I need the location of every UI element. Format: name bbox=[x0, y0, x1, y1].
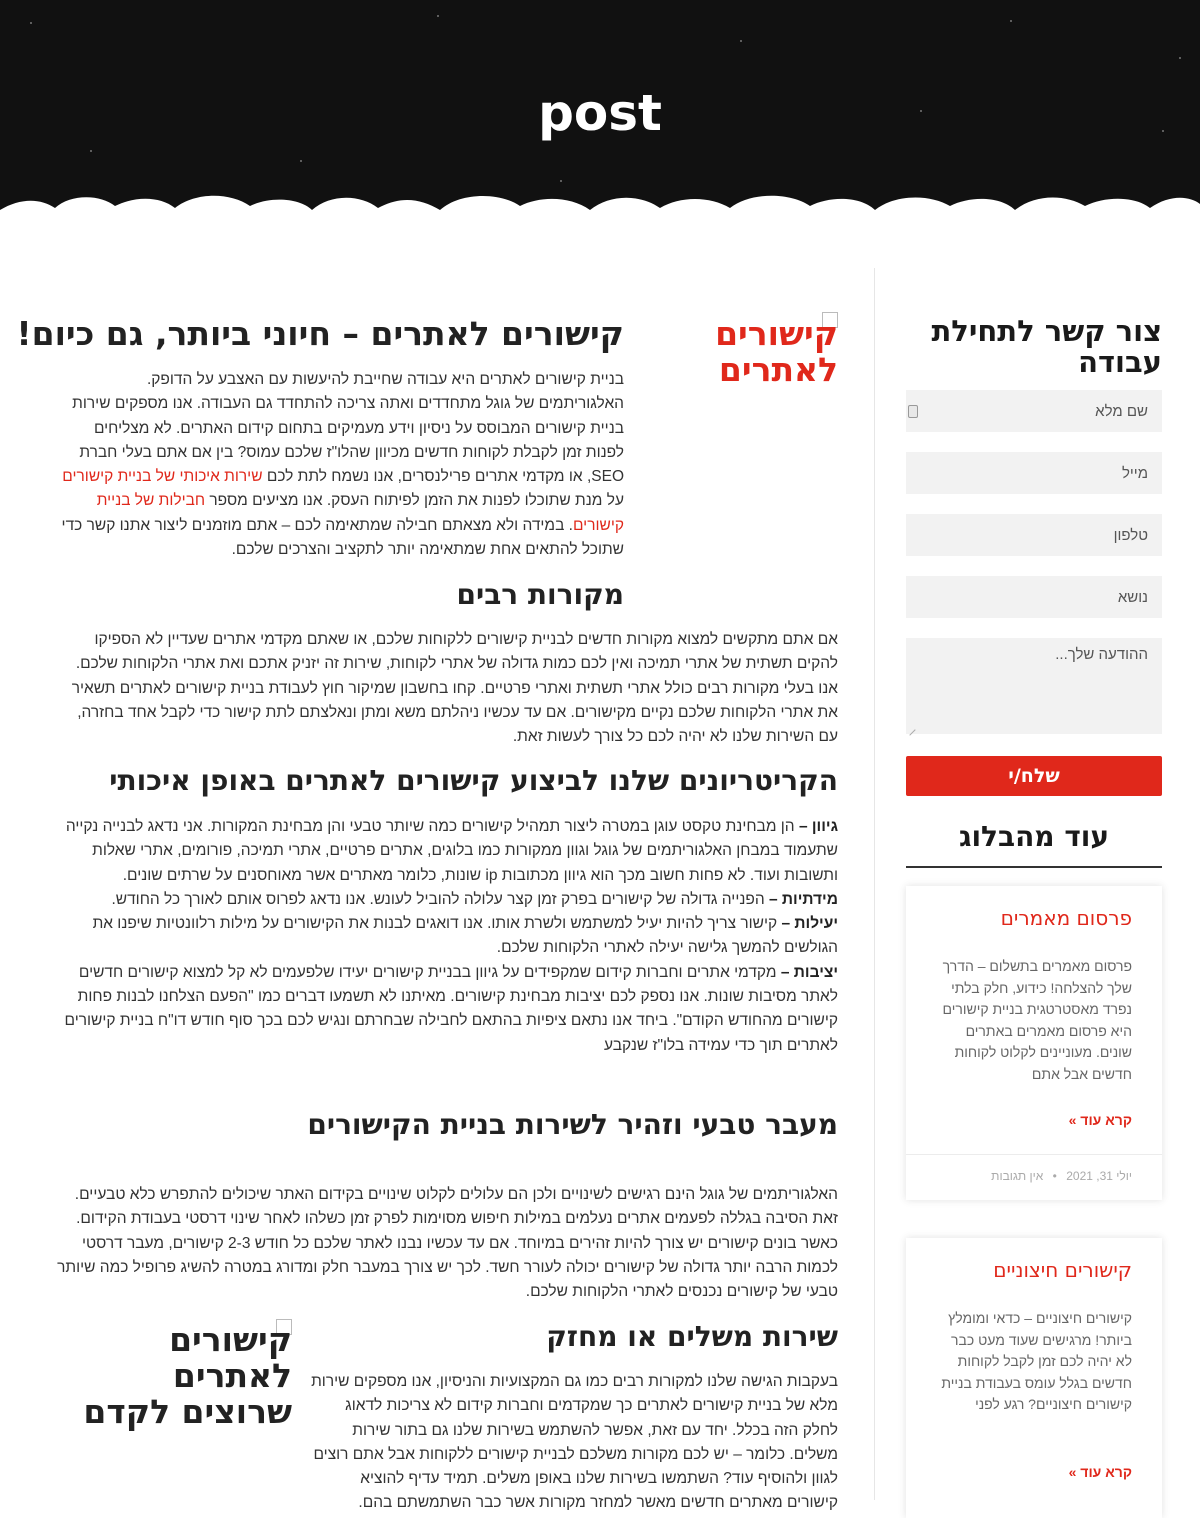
intro-text-b: על מנת שתוכלו לפנות את הזמן לפיתוח העסק. אנו מציעים מספר bbox=[205, 492, 624, 510]
page-header bbox=[0, 0, 1200, 230]
transition-paragraph: האלגוריתמים של גוגל הינם רגישים לשינויים ולכן הם עלולים לקלוט שינויים בקידום האתר שיכולים להתפרש כלא טבעיים. זאת הסיבה בגללה לפעמים אתרים נעלמים במילות חיפוש מסוימות לפרק זמן כשלהו לאחר שינוי דרסטי בעבודת הקידום. כאשר בונים קישורים יש צורך להיות זהירים במיוחד. אם עד עכשיו נבנו לאתר שלכם כל חודש 2-3 קישורים, מעבר דרסטי לכמות הרבה יותר גדולה של קישורים יכולה לעורר חשד. לכך יש צורך במעבר חלק ומדורג במטרה להשיג פרופיל כמה שיותר טבעי של קישורים נכנסים לאתרי הלקוחות שלכם. bbox=[57, 1186, 838, 1301]
criteria-label: גיוון – bbox=[798, 818, 838, 835]
side-heading: קישורים לאתרים bbox=[715, 314, 838, 389]
section-heading: הקריטריונים שלנו לביצוע קישורים לאתרים באופן איכותי bbox=[109, 764, 838, 797]
send-button[interactable]: שלח/י bbox=[906, 756, 1162, 796]
intro-text-c: . במידה ולא מצאתם חבילה שמתאימה לכם – אתם מוזמנים ליצור אתנו קשר כדי שתוכל להתאים אחת שמתאימה יותר לתקציב והצרכים שלכם. bbox=[61, 516, 624, 559]
card-divider bbox=[906, 1154, 1162, 1155]
blog-card-title[interactable]: פרסום מאמרים bbox=[1000, 906, 1132, 930]
criteria-label: יעילות – bbox=[781, 915, 838, 933]
packages-link[interactable]: חבילות של בניית קישורים bbox=[96, 492, 624, 534]
blog-card-title[interactable]: קישורים חיצוניים bbox=[993, 1258, 1132, 1282]
section-heading: שירות משלים או מחזק bbox=[546, 1320, 838, 1353]
post-date: יולי 31, 2021 bbox=[1066, 1169, 1132, 1183]
read-more-link[interactable]: קרא עוד » bbox=[1068, 1464, 1132, 1480]
service-paragraph: בעקבות הגישה שלנו למקורות רבים כמו גם המקצועיות והניסיון, אנו מספקים שירות מלא של בניית קישורים לאתרים כך שמקדמים וחברות קידום לא צריכות לדאוג לחלק הזה בכלל. יחד עם זאת, אפשר להשתמש בשירות שלנו גם בתור שירות משלים. כלומר – יש לכם מקורות משלכם לבניית קישורים ללקוחות אבל אתם רוצים לגוון ולהוסיף עוד? השתמשו בשירות שלנו באופן משלים. תמיד עדיף להוציא קישורים מאתרים חדשים מאשר למחזר מקורות אשר כבר השתמשתם בהם. bbox=[311, 1373, 838, 1512]
email-field[interactable] bbox=[906, 452, 1162, 494]
criteria-text: מקדמי אתרים וחברות קידום שמקפידים על גיוון בבניית קישורים יעידו שלפעמים לא קל למצוא קישורים חדשים לאתר מסיבות שונות. אנו נספק לכם יציבות מבחינת קישורים. מאיתנו לא תשמעו דברים כמו "הפעם הצלחנו לבנות פחות קישורים מהחודש הקודם". ביחד אנו נתאם ציפיות בהתאם לחבילה שבחרתם ונגיש לכם בכך סוף חודש דו"ח בניית קישורים לאתרים תוך כדי עמידה בלו"ז שנקבע bbox=[64, 963, 838, 1054]
criteria-label: מידתיות – bbox=[768, 890, 838, 908]
blog-section-title: עוד מהבלוג bbox=[958, 820, 1110, 853]
criteria-text: הן מבחינת טקסט עוגן במטרה ליצור תמהיל קישורים כמה שיותר טבעי והן מבחינת המקורות. אני נדאג לבנייה נקייה שתעמוד במבחן האלגוריתמים של גוגל וגוון ממקורות כמו בלוגים, אתרים פרטיים, אתרי תמיכה, פורומים, אתרי שאלות ותשובות ועוד. לא פחות חשוב מכך הוא גיוון מכתובות ip שונות, כלומר מאתרים אשר מאוחסנים על שרתים שונים. bbox=[65, 818, 838, 884]
read-more-link[interactable]: קרא עוד » bbox=[1068, 1112, 1132, 1128]
name-field[interactable] bbox=[906, 390, 1162, 432]
blog-card bbox=[906, 1238, 1162, 1518]
section-heading: מקורות רבים bbox=[456, 578, 624, 611]
criteria-item bbox=[64, 912, 838, 961]
criteria-label: יציבות – bbox=[780, 963, 838, 981]
cloud-divider bbox=[0, 190, 1200, 250]
meta-separator: • bbox=[1052, 1169, 1057, 1183]
post-meta bbox=[991, 1169, 1132, 1183]
criteria-list bbox=[64, 815, 838, 1058]
intro-text-a: בניית קישורים לאתרים היא עבודה שחייבת להיעשות עם האצבע על הדופק. האלגוריתמים של גוגל מתחדדים ואתה צריכה להתחדד גם העבודה. אנו מספקים שירות בניית קישורים המבוסס על ניסיון וידע מעמיקים בתחום קידום האתרים. לא מצליחים לפנות זמן לקבלת לקוחות חדשים מכיוון שהלו"ז שלכם עמוס? בין אם אתם בעלי חברת SEO, או מקדמי אתרים פרילנסרים, אנו נשמח לתת לכם bbox=[72, 371, 624, 486]
sidebar-divider bbox=[874, 268, 875, 1500]
contact-form-title: צור קשר לתחילת עבודה bbox=[931, 314, 1162, 379]
criteria-item bbox=[64, 815, 838, 888]
criteria-item bbox=[64, 888, 838, 912]
side-heading: קישורים לאתרים שרוצים לקדם bbox=[83, 1320, 292, 1431]
blog-card-excerpt: קישורים חיצוניים – כדאי ומומלץ ביותר! מרגישים שעוד מעט כבר לא יהיה לכם זמן לקבל לקוחות חדשים בגלל עומס בעבודת בניית קישורים חיצוניים? רגע לפני bbox=[941, 1310, 1132, 1412]
criteria-text: קישור צריך להיות יעיל למשתמש ולשרת אותו. אנו דואגים לבנות את הקישורים על מילות רלוונטיות שיפנו את הגולשים להמשך גלישה יעילה לאתרי הלקוחות שלכם. bbox=[92, 915, 838, 957]
page-title: post bbox=[538, 84, 662, 142]
contact-card-icon bbox=[908, 405, 918, 418]
intro-paragraph bbox=[59, 368, 624, 562]
sources-paragraph: אם אתם מתקשים למצוא מקורות חדשים לבניית קישורים ללקוחות שלכם, או שאתם מקדמי אתרים שעדיין לא הספיקו להקים תשתית של אתרי תמיכה ואין לכם כמות גדולה של אתרי לקוחות, שירות זה יזניק אתכם ואת אתרי הלקוחות שלכם. אנו בעלי מקורות רבים כולל אתרי תשתית ואתרי פרטיים. קחו בחשבון שמיקור חוץ לעבודת בניית קישורים לאתרים תשאיר את אתרי הלקוחות שלכם נקיים מקישורים. אם עד עכשיו ניהלתם משא ומתן ונאלצתם לתת קישור כדי לקבל אחד בחזרה, עם השירות שלנו לא יהיה לכם כל צורך לעשות זאת. bbox=[71, 631, 838, 746]
article-title: קישורים לאתרים – חיוני ביותר, גם כיום! bbox=[16, 314, 624, 353]
criteria-item bbox=[64, 961, 838, 1058]
comment-count: אין תגובות bbox=[991, 1169, 1044, 1183]
quality-service-link[interactable]: שירות איכותי של בניית קישורים bbox=[62, 468, 263, 486]
subject-field[interactable] bbox=[906, 576, 1162, 618]
blog-card bbox=[906, 886, 1162, 1200]
criteria-text: הפנייה גדולה של קישורים בפרק זמן קצר עלולה להוביל לעונש. אנו נדאג לפרוס אותם לאורך כל החודש. bbox=[111, 890, 769, 908]
blog-title-underline bbox=[906, 866, 1162, 868]
blog-card-excerpt: פרסום מאמרים בתשלום – הדרך שלך להצלחה! כידוע, חלק בלתי נפרד מאסטרטגית בניית קישורים היא פרסום מאמרים באתרים שונים. מעוניינים לקלוט לקוחות חדשים אבל אתם bbox=[942, 958, 1132, 1082]
phone-field[interactable] bbox=[906, 514, 1162, 556]
message-field[interactable] bbox=[906, 638, 1162, 734]
section-heading: מעבר טבעי וזהיר לשירות בניית הקישורים bbox=[307, 1108, 838, 1141]
